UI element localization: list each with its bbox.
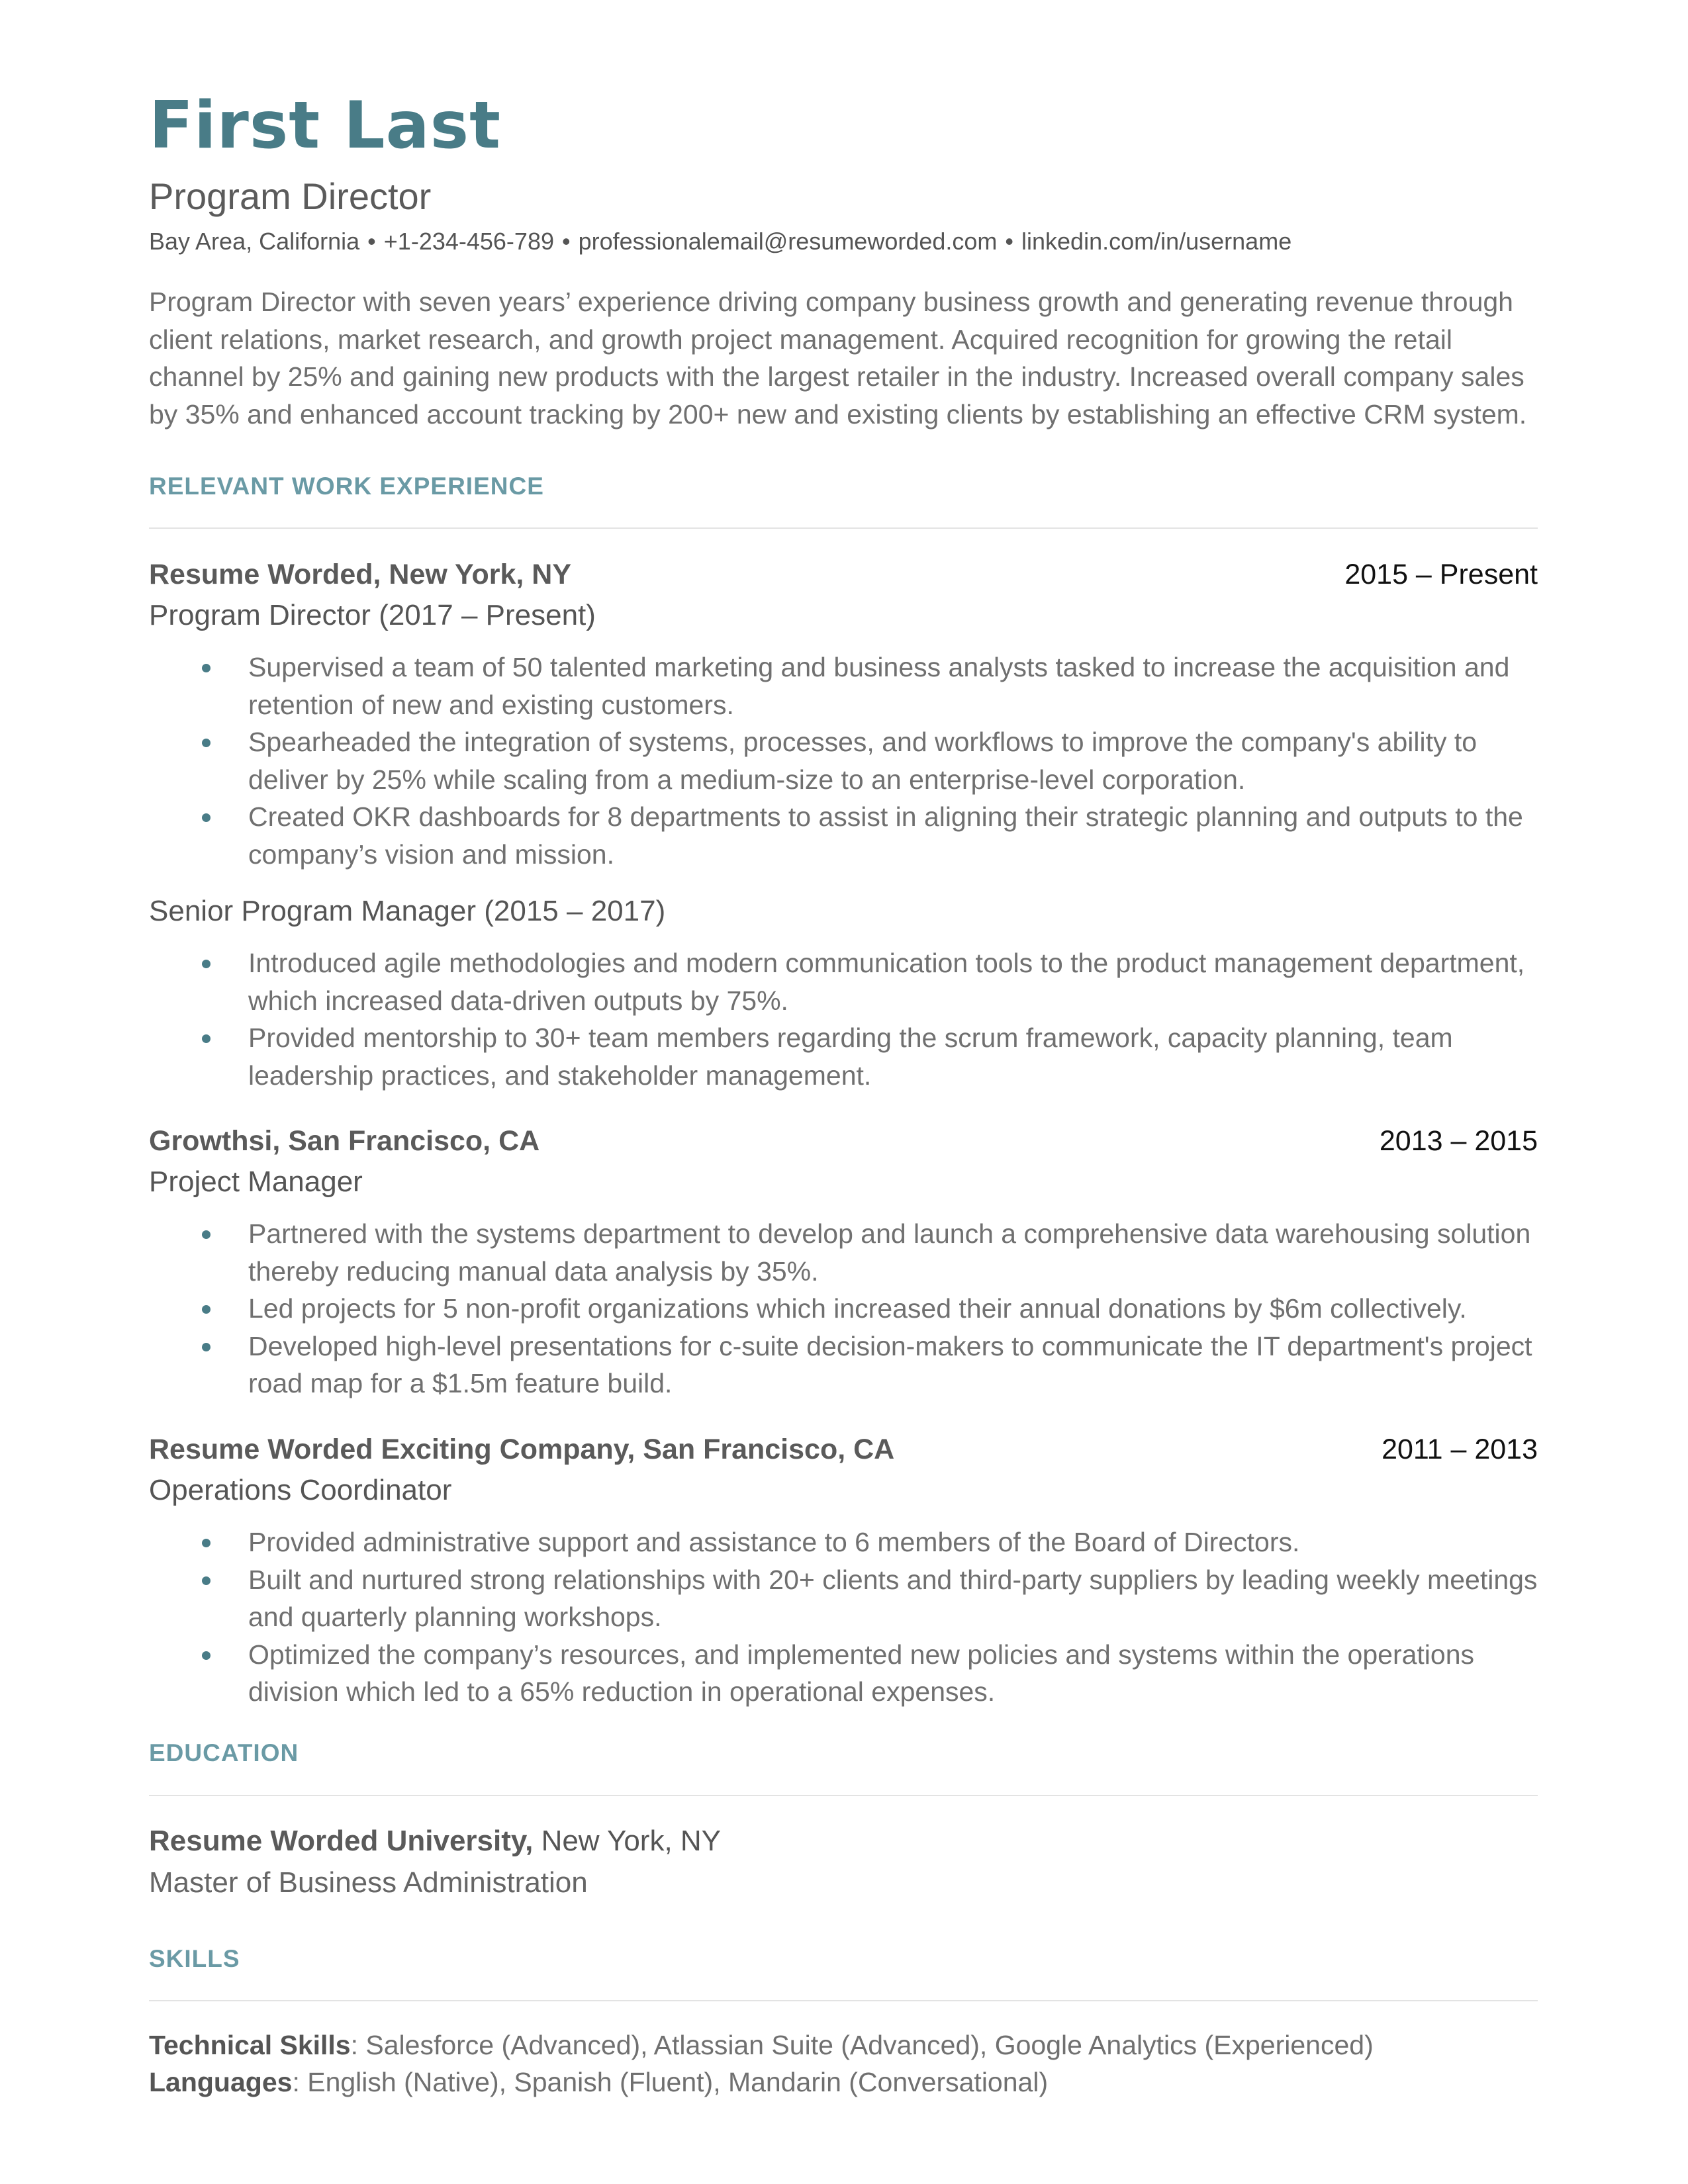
bullet-dot-icon — [202, 1576, 211, 1585]
education-heading: EDUCATION — [149, 1739, 299, 1766]
job-bullet: Led projects for 5 non-profit organizations which increased their annual donations by $6m collectively. — [149, 1290, 1538, 1328]
job-bullet-list — [149, 1215, 1538, 1402]
skills-technical — [149, 2026, 1374, 2064]
job-header — [149, 1121, 1538, 1161]
contact-email[interactable]: professionalemail@resumeworded.com — [578, 228, 998, 255]
bullet-dot-icon — [202, 960, 211, 968]
bullet-dot-icon — [202, 1305, 211, 1314]
skills-technical-value: : Salesforce (Advanced), Atlassian Suite (Advanced), Google Analytics (Experienced) — [350, 2030, 1374, 2060]
education-degree: Master of Business Administration — [149, 1866, 588, 1899]
bullet-dot-icon — [202, 1230, 211, 1239]
job-header — [149, 1430, 1538, 1469]
job-bullet-list — [149, 944, 1538, 1094]
summary-paragraph: Program Director with seven years’ experience driving company business growth and generating revenue through client relations, market research, and growth project management. Acquired recognition for growing the retail channel by 25% and gaining new products with the largest retailer in the industry. Increased overall company sales by 35% and enhanced account tracking by 200+ new and existing clients by establishing an effective CRM system. — [149, 287, 1527, 430]
bullet-dot-icon — [202, 739, 211, 747]
job-dates: 2015 – Present — [1344, 559, 1538, 590]
contact-phone: +1-234-456-789 — [383, 228, 554, 255]
candidate-name: First Last — [149, 88, 501, 163]
job-company: Resume Worded, New York, NY — [149, 559, 572, 590]
job-dates: 2013 – 2015 — [1379, 1125, 1538, 1157]
skills-languages-label: Languages — [149, 2067, 293, 2097]
skills-divider — [149, 2000, 1538, 2001]
contact-separator: • — [561, 228, 571, 255]
skills-heading: SKILLS — [149, 1945, 240, 1972]
contact-linkedin[interactable]: linkedin.com/in/username — [1021, 228, 1292, 255]
job-bullet: Supervised a team of 50 talented marketing and business analysts tasked to increase the acquisition and retention of new and existing customers. — [149, 649, 1538, 723]
job-bullet: Partnered with the systems department to develop and launch a comprehensive data warehousing solution thereby reducing manual data analysis by 35%. — [149, 1215, 1538, 1290]
job-bullet: Developed high-level presentations for c-suite decision-makers to communicate the IT department's project road map for a $1.5m feature build. — [149, 1328, 1538, 1402]
experience-heading: RELEVANT WORK EXPERIENCE — [149, 473, 544, 500]
skills-technical-label: Technical Skills — [149, 2030, 351, 2060]
bullet-dot-icon — [202, 664, 211, 672]
job-dates: 2011 – 2013 — [1382, 1433, 1538, 1465]
bullet-dot-icon — [202, 1651, 211, 1660]
skills-languages — [149, 2064, 1048, 2101]
job-role-title: Senior Program Manager (2015 – 2017) — [149, 895, 666, 927]
candidate-title: Program Director — [149, 175, 432, 217]
education-school-line — [149, 1821, 721, 1861]
education-location: New York, NY — [541, 1825, 722, 1857]
contact-location: Bay Area, California — [149, 228, 360, 255]
job-bullet: Optimized the company’s resources, and implemented new policies and systems within the operations division which led to a 65% reduction in operational expenses. — [149, 1636, 1538, 1711]
education-divider — [149, 1795, 1538, 1796]
contact-separator: • — [367, 228, 376, 255]
job-header — [149, 555, 1538, 594]
bullet-dot-icon — [202, 1034, 211, 1043]
job-bullet: Created OKR dashboards for 8 departments to assist in aligning their strategic planning and outputs to the company’s vision and mission. — [149, 798, 1538, 873]
job-bullet: Provided administrative support and assistance to 6 members of the Board of Directors. — [149, 1524, 1538, 1561]
job-bullet: Provided mentorship to 30+ team members regarding the scrum framework, capacity planning, team leadership practices, and stakeholder management. — [149, 1019, 1538, 1094]
job-role-title: Project Manager — [149, 1165, 363, 1198]
bullet-dot-icon — [202, 1539, 211, 1547]
job-bullet-list — [149, 1524, 1538, 1711]
contact-line — [149, 225, 1291, 258]
contact-separator: • — [1005, 228, 1014, 255]
education-school: Resume Worded University, — [149, 1825, 534, 1857]
skills-languages-value: : English (Native), Spanish (Fluent), Mandarin (Conversational) — [292, 2067, 1049, 2097]
job-role-title: Program Director (2017 – Present) — [149, 599, 596, 631]
job-company: Resume Worded Exciting Company, San Francisco, CA — [149, 1433, 895, 1465]
job-role-title: Operations Coordinator — [149, 1474, 452, 1506]
job-bullet: Introduced agile methodologies and modern communication tools to the product management department, which increased data-driven outputs by 75%. — [149, 944, 1538, 1019]
bullet-dot-icon — [202, 1343, 211, 1351]
job-bullet: Spearheaded the integration of systems, processes, and workflows to improve the company's ability to deliver by 25% while scaling from a medium-size to an enterprise-level corporation. — [149, 723, 1538, 798]
experience-divider — [149, 527, 1538, 529]
job-bullet: Built and nurtured strong relationships with 20+ clients and third-party suppliers by leading weekly meetings and quarterly planning workshops. — [149, 1561, 1538, 1636]
bullet-dot-icon — [202, 813, 211, 822]
job-bullet-list — [149, 649, 1538, 873]
job-company: Growthsi, San Francisco, CA — [149, 1125, 540, 1157]
